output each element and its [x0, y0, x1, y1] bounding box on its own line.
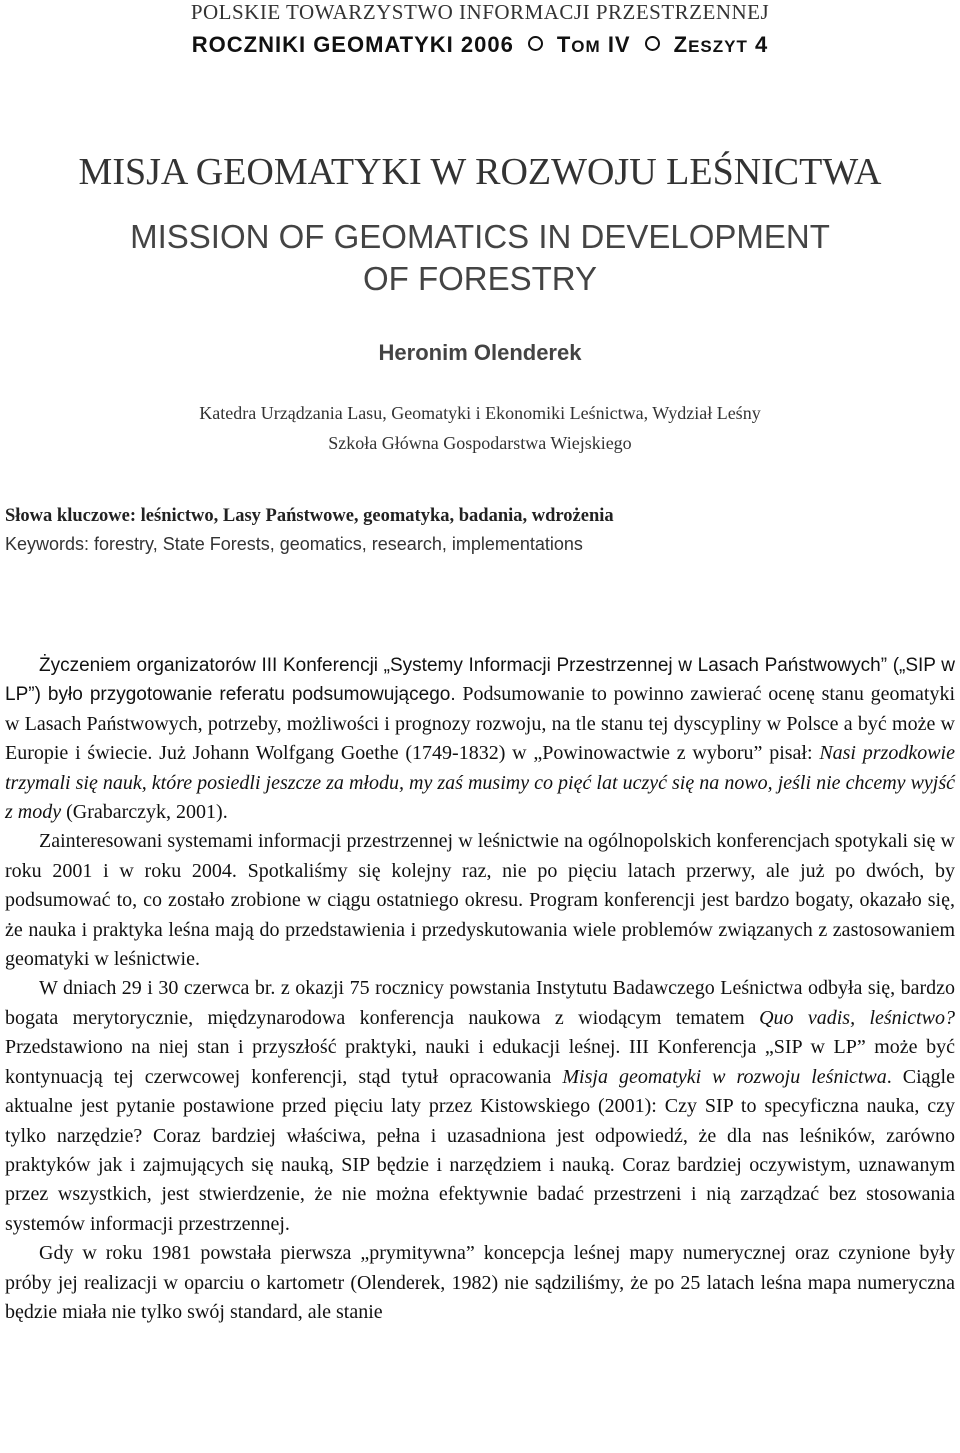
paragraph-3-text-a: W dniach 29 i 30 czerwca br. z okazji 75 rocznicy powstania Instytutu Badawczego Leśnictwa odbyła się, bardzo bogata merytorycznie, międzynarodowa konferencja naukowa z wiodącym tematem [5, 977, 955, 1029]
paragraph-2: Zainteresowani systemami informacji przestrzennej w leśnictwie na ogólnopolskich konferencjach spotykali się w roku 2001 i w roku 2004. Spotkaliśmy się kolejny raz, nie po pięciu latach przerwy, ale już po dwóch, by podsumować to, co zostało zrobione w ciągu ostatniego okresu. Program konferencji jest bardzo bogaty, okazało się, że nauka i praktyka leśna mają do przedstawienia i przedyskutowania wiele problemów związanych z zastosowaniem geomatyki w leśnictwie. [5, 830, 955, 971]
paragraph-3-text-b: Przedstawiono na niej stan i przyszłość praktyki, nauki i edukacji leśnej. III Konferencja „SIP w LP” może być kontynuacją tej czerwcowej konferencji, stąd tytuł opracowania [5, 1036, 955, 1088]
society-header: POLSKIE TOWARZYSTWO INFORMACJI PRZESTRZENNEJ [190, 0, 770, 24]
journal-name: ROCZNIKI GEOMATYKI 2006 [191, 32, 514, 57]
keywords-polish: Słowa kluczowe: leśnictwo, Lasy Państwowe, geomatyka, badania, wdrożenia [5, 506, 614, 526]
issue-initial: Z [673, 32, 689, 57]
bullet-icon [528, 36, 543, 51]
paragraph-1-text: Podsumowanie to powinno zawierać ocenę stanu geomatyki w Lasach Państwowych, potrzeby, możliwości i prognozy rozwoju, na tle stanu tej dyscypliny w Polsce a być może w Europie i świecie. Już Johann Wolfgang Goethe (1749-1832) w „Powinowactwie z wyboru” pisał: [5, 683, 955, 765]
keywords-english: Keywords: forestry, State Forests, geomatics, research, implementations [5, 534, 583, 554]
bullet-icon [645, 36, 660, 51]
affiliation-line-2: Szkoła Główna Gospodarstwa Wiejskiego [328, 433, 632, 453]
volume-rest: OM [571, 37, 601, 56]
paragraph-1-intro: Życzeniem organizatorów III Konferencji „Systemy Informacji Przestrzennej w Lasach Państwowych” („SIP w LP”) było przygotowanie referatu podsumowującego. [5, 655, 955, 706]
paper-title-reference: Misja geomatyki w rozwoju leśnictwa [562, 1065, 887, 1088]
issue-number: 4 [754, 32, 769, 57]
conference-theme: Quo vadis, leśnictwo? [759, 1006, 955, 1029]
issue-rest: ESZYT [688, 37, 748, 56]
paragraph-1-citation: (Grabarczyk, 2001). [61, 801, 228, 824]
volume-initial: T [556, 32, 572, 57]
title-english [0, 216, 960, 300]
volume-number: IV [607, 32, 631, 57]
body-text [5, 651, 955, 1327]
paragraph-1 [5, 651, 955, 827]
journal-header [0, 32, 960, 60]
title-polish: MISJA GEOMATYKI W ROZWOJU LEŚNICTWA [78, 151, 882, 193]
affiliation-line-1: Katedra Urządzania Lasu, Geomatyki i Ekonomiki Leśnictwa, Wydział Leśny [199, 403, 761, 423]
title-english-line-1: MISSION OF GEOMATICS IN DEVELOPMENT [130, 218, 830, 255]
affiliation [0, 398, 960, 458]
paragraph-4: Gdy w roku 1981 powstała pierwsza „prymitywna” koncepcja leśnej mapy numerycznej oraz czynione były próby jej realizacji w oparciu o kartometr (Olenderek, 1982) nie sądziliśmy, że po 25 latach leśna mapa numeryczna będzie miała nie tylko swój standard, ale stanie [5, 1242, 955, 1323]
goethe-quote: Nasi przodkowie trzymali się nauk, które posiedli jeszcze za młodu, my zaś musimy co pięć lat uczyć się na nowo, jeśli nie chcemy wyjść z mody [5, 742, 955, 824]
author-name: Heronim Olenderek [378, 340, 582, 365]
paragraph-3-text-c: . Ciągle aktualne jest pytanie postawione przed pięciu laty przez Kistowskiego (2001): Czy SIP to specyficzna nauka, czy tylko narzędzie? Coraz bardziej właściwa, pełna i uzasadniona jest odpowiedź, że dla nas leśników, zarówno praktyków jak i zajmujących się nauką, SIP będzie i narzędziem i nauką. Coraz bardziej oczywistym, uznawanym przez wszystkich, jest stwierdzenie, że nie można efektywnie badać przestrzeni i nią zarządzać bez stosowania systemów informacji przestrzennej. [5, 1065, 955, 1235]
paragraph-3 [5, 974, 955, 1239]
title-english-line-2: OF FORESTRY [362, 260, 598, 297]
